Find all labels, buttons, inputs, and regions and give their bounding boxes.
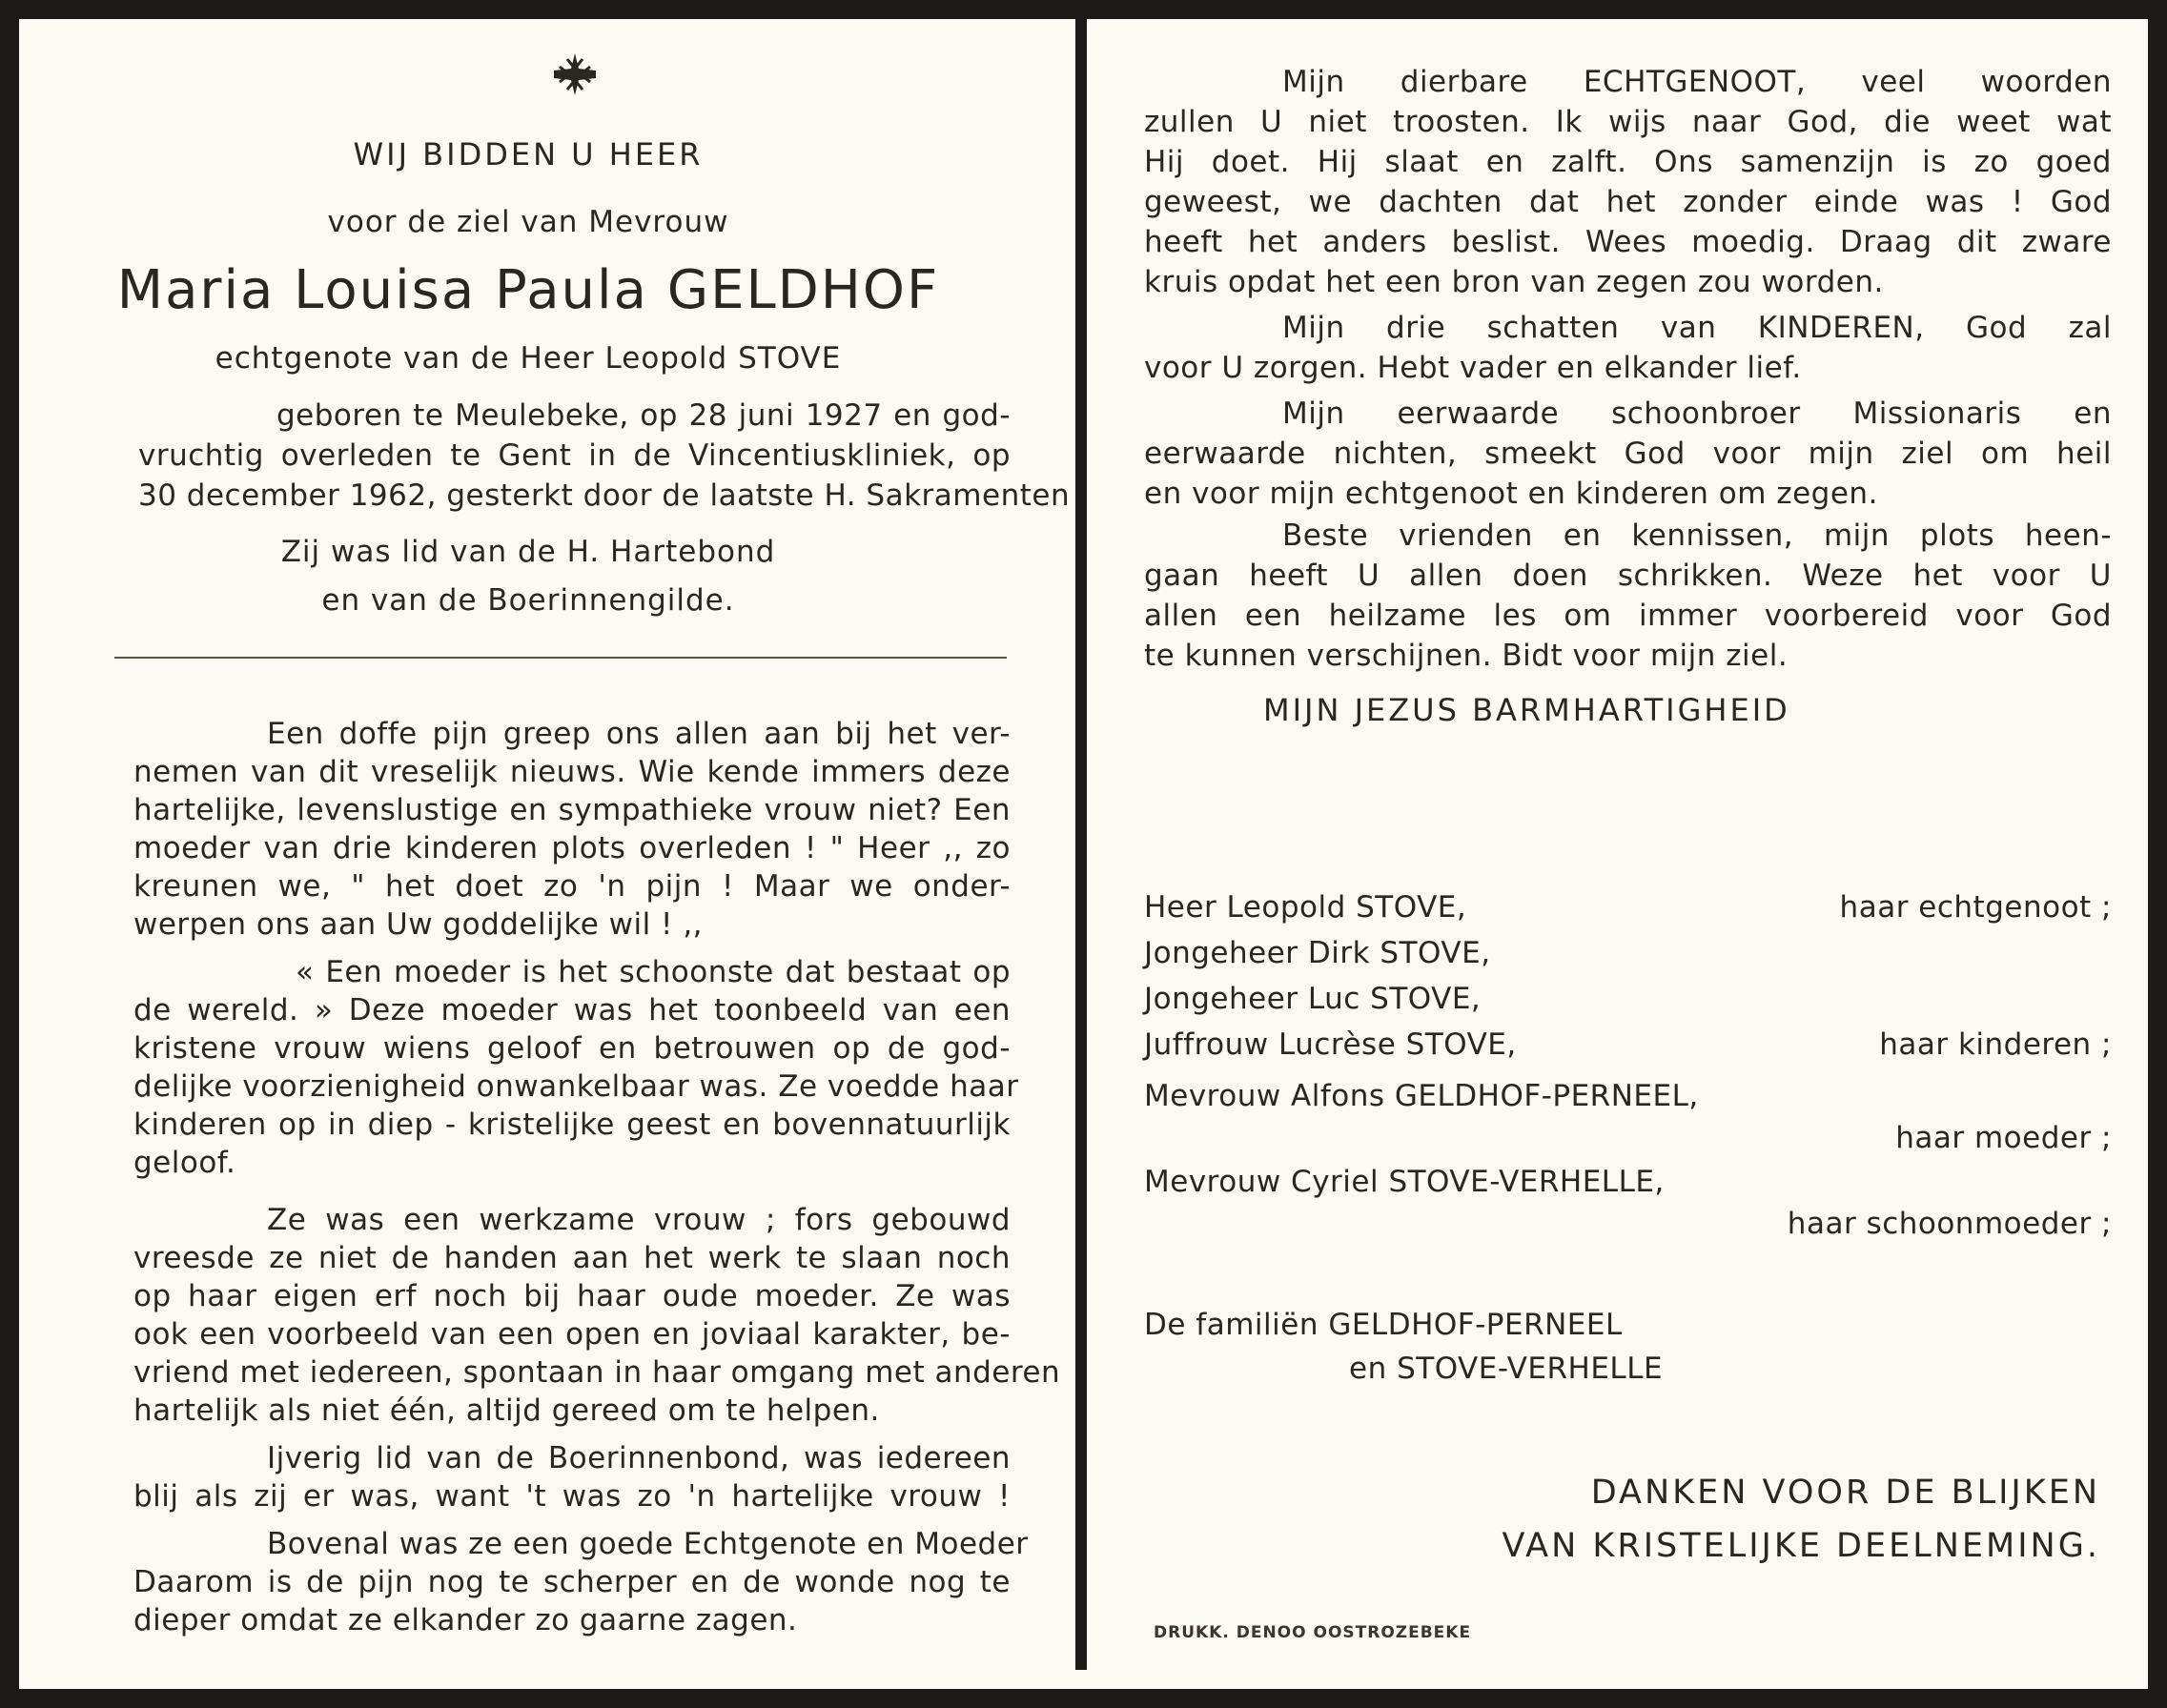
intro-line: voor de ziel van Mevrouw (327, 205, 729, 239)
text-line: werpen ons aan Uw goddelijke wil ! ,, (133, 907, 704, 942)
family-member-role: haar kinderen ; (1879, 1027, 2112, 1062)
text-line: hartelijke, levenslustige en sympathieke vrouw niet? Een (133, 793, 1011, 827)
text-line: kinderen op in diep - kristelijke geest en bovennatuurlijk (133, 1108, 1011, 1142)
text-line: Een doffe pijn greep ons allen aan bij het ver- (267, 717, 1011, 751)
prayer-heading: WIJ BIDDEN U HEER (353, 136, 704, 173)
family-member-name: Juffrouw Lucrèse STOVE, (1144, 1027, 1517, 1062)
cross-icon (550, 50, 600, 99)
family-member-name: Jongeheer Luc STOVE, (1144, 982, 1482, 1016)
family-member-name: Jongeheer Dirk STOVE, (1144, 936, 1491, 970)
text-line: blij als zij er was, want 't was zo 'n hartelijke vrouw ! (133, 1479, 1011, 1514)
text-line: eerwaarde nichten, smeekt God voor mijn ziel om heil (1144, 437, 2112, 471)
membership-line: en van de Boerinnengilde. (321, 583, 735, 618)
family-member-role: haar schoonmoeder ; (1787, 1207, 2112, 1241)
family-member-name: Mevrouw Cyriel STOVE-VERHELLE, (1144, 1165, 1665, 1199)
text-line: nemen van dit vreselijk nieuws. Wie kende immers deze (133, 755, 1011, 789)
text-line: te kunnen verschijnen. Bidt voor mijn ziel. (1144, 639, 1789, 673)
text-line: heeft het anders beslist. Wees moedig. Draag dit zware (1144, 225, 2112, 259)
text-line: kristene vrouw wiens geloof en betrouwen op de god- (133, 1031, 1011, 1066)
text-line: ook een voorbeeld van een open en joviaal karakter, be- (133, 1317, 1011, 1352)
text-line: vriend met iedereen, spontaan in haar omgang met anderen (133, 1355, 1061, 1390)
text-line: geloof. (133, 1146, 236, 1180)
text-line: « Een moeder is het schoonste dat bestaat op (296, 955, 1011, 989)
thanks-line: DANKEN VOOR DE BLIJKEN (1590, 1474, 2100, 1512)
text-line: Beste vrienden en kennissen, mijn plots heen- (1282, 518, 2112, 553)
text-line: Ze was een werkzame vrouw ; fors gebouwd (267, 1203, 1011, 1237)
text-line: vreesde ze niet de handen aan het werk te slaan noch (133, 1241, 1011, 1275)
text-line: geweest, we dachten dat het zonder einde was ! God (1144, 185, 2112, 219)
text-line: delijke voorzienigheid onwankelbaar was. Ze voedde haar (133, 1069, 1019, 1104)
text-line: Ijverig lid van de Boerinnenbond, was iedereen (267, 1441, 1011, 1475)
text-line: en voor mijn echtgenoot en kinderen om zegen. (1144, 477, 1878, 511)
closing-prayer: MIJN JEZUS BARMHARTIGHEID (1263, 692, 1790, 728)
membership-line: Zij was lid van de H. Hartebond (280, 535, 776, 569)
deceased-name: Maria Louisa Paula GELDHOF (116, 259, 940, 321)
text-line: moeder van drie kinderen plots overleden ! " Heer ,, zo (133, 831, 1011, 865)
printer-credit: DRUKK. DENOO OOSTROZEBEKE (1154, 1623, 1472, 1642)
text-line: gaan heeft U allen doen schrikken. Weze het voor U (1144, 559, 2112, 593)
text-line: Hij doet. Hij slaat en zalft. Ons samenzijn is zo goed (1144, 145, 2112, 179)
family-member-role: haar moeder ; (1895, 1121, 2112, 1155)
text-line: Mijn dierbare ECHTGENOOT, veel woorden (1282, 65, 2112, 99)
text-line: kruis opdat het een bron van zegen zou worden. (1144, 265, 1884, 299)
bio-line: 30 december 1962, gesterkt door de laatste H. Sakramenten (138, 478, 1071, 513)
text-line: zullen U niet troosten. Ik wijs naar God, die weet wat (1144, 105, 2112, 139)
families-line: De familiën GELDHOF-PERNEEL (1144, 1308, 1623, 1342)
family-member-name: Mevrouw Alfons GELDHOF-PERNEEL, (1144, 1079, 1699, 1113)
text-line: Mijn eerwaarde schoonbroer Missionaris en (1282, 396, 2112, 431)
spouse-line: echtgenote van de Heer Leopold STOVE (215, 341, 842, 376)
family-member-name: Heer Leopold STOVE, (1144, 890, 1467, 925)
text-line: de wereld. » Deze moeder was het toonbeeld van een (133, 993, 1011, 1027)
text-line: hartelijk als niet één, altijd gereed om te helpen. (133, 1393, 880, 1428)
thanks-line: VAN KRISTELIJKE DEELNEMING. (1502, 1527, 2100, 1565)
text-line: kreunen we, " het doet zo 'n pijn ! Maar we onder- (133, 869, 1011, 904)
text-line: allen een heilzame les om immer voorbereid voor God (1144, 599, 2112, 633)
bio-line: vruchtig overleden te Gent in de Vincentiuskliniek, op (138, 438, 1011, 473)
text-line: Daarom is de pijn nog te scherper en de wonde nog te (133, 1565, 1011, 1599)
card-fold-line (1075, 0, 1087, 1670)
family-member-role: haar echtgenoot ; (1839, 890, 2112, 925)
text-line: Mijn drie schatten van KINDEREN, God zal (1282, 311, 2112, 345)
text-line: voor U zorgen. Hebt vader en elkander lief. (1144, 351, 1802, 385)
divider (114, 657, 1007, 659)
families-line: en STOVE-VERHELLE (1349, 1352, 1664, 1386)
bio-line: geboren te Meulebeke, op 28 juni 1927 en god- (276, 398, 1011, 433)
text-line: Bovenal was ze een goede Echtgenote en Moeder (267, 1527, 1029, 1561)
text-line: dieper omdat ze elkander zo gaarne zagen. (133, 1603, 798, 1637)
text-line: op haar eigen erf noch bij haar oude moeder. Ze was (133, 1279, 1011, 1313)
